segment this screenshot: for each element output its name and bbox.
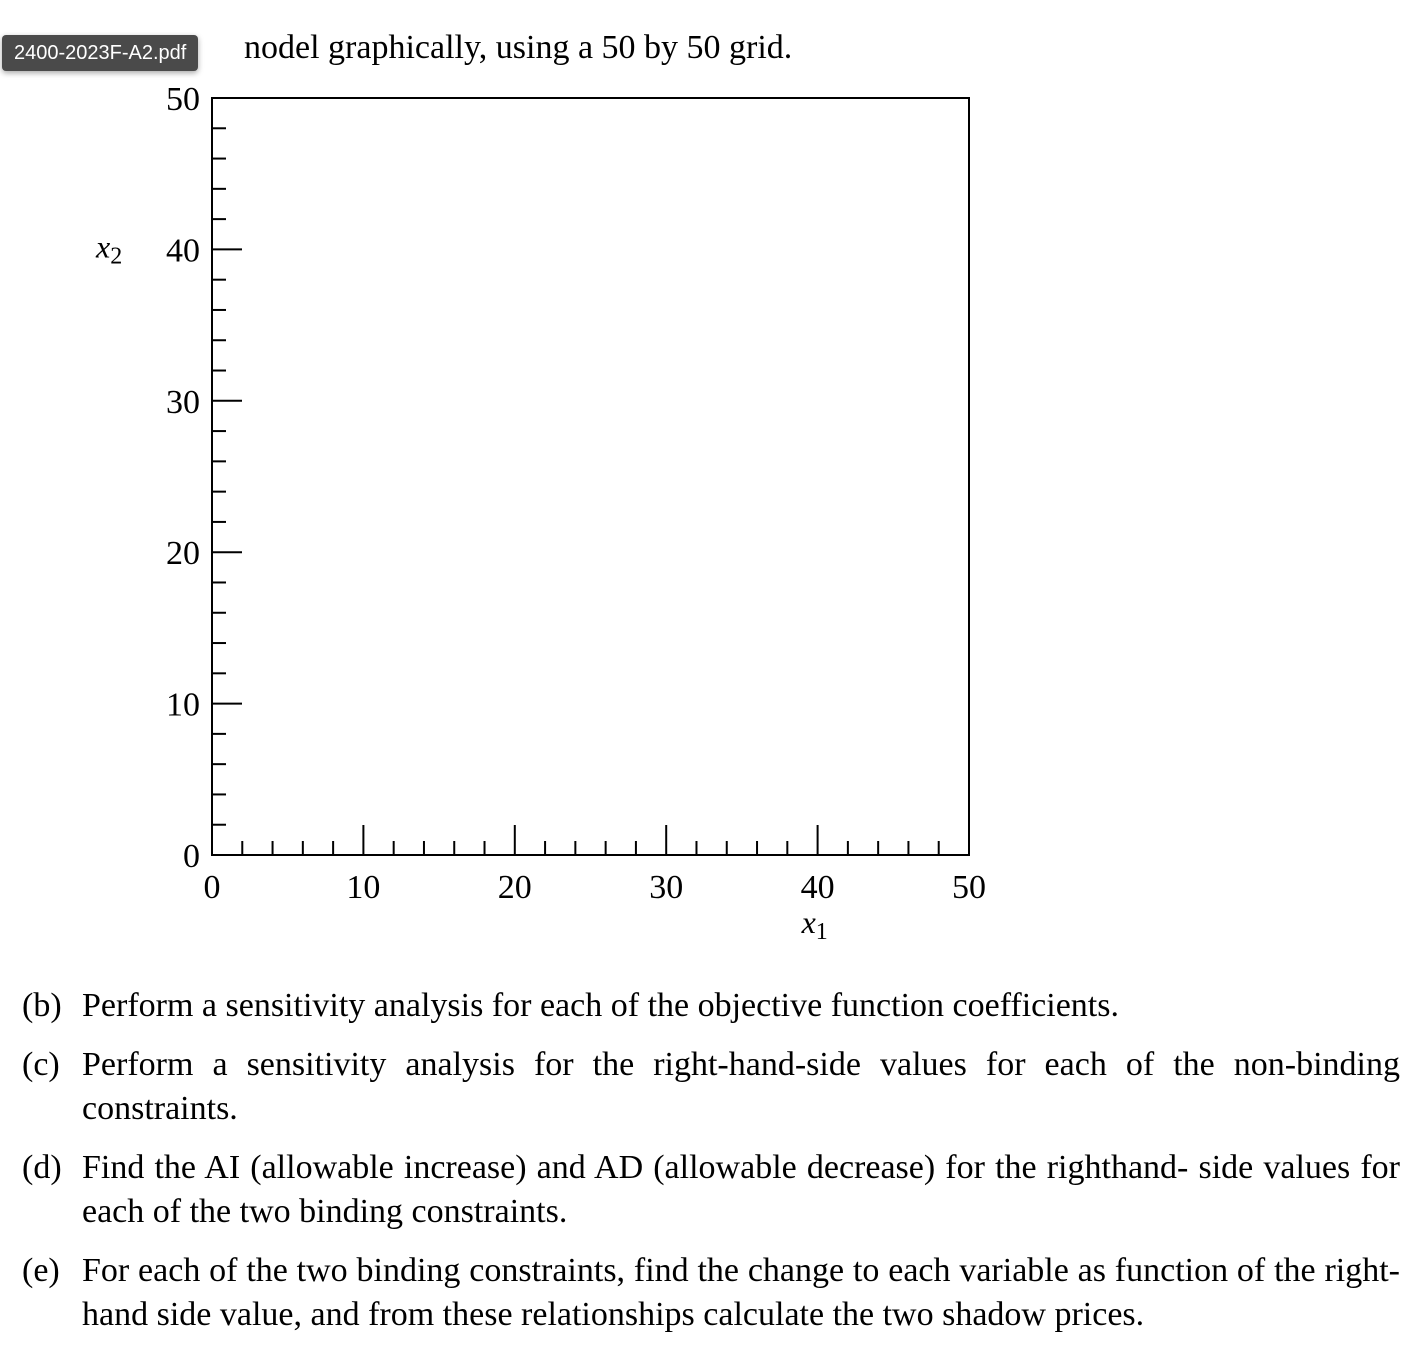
x-tick-label: 50 [952,869,986,906]
question-d [22,1146,1400,1234]
question-e [22,1249,1400,1337]
question-list [22,984,1400,1352]
question-b-text: Perform a sensitivity analysis for each of the objective function coefficients. [82,987,1119,1024]
tick-labels [166,81,986,906]
question-e-text: For each of the two binding constraints, find the change to each variable as function of the right-hand side value, and from these relationships calculate the two shadow prices. [82,1252,1400,1333]
y-tick-label: 50 [166,81,200,118]
tick-marks [212,128,939,855]
y-axis-label: x2 [96,228,123,270]
question-a-heading: nodel graphically, using a 50 by 50 grid. [244,29,793,66]
x-tick-label: 20 [497,869,532,906]
x-tick-label: 30 [649,869,684,906]
plot-frame [212,98,969,855]
x-tick-label: 40 [800,869,835,906]
question-c-text: Perform a sensitivity analysis for the right-hand-side values for each of the non-binding constraints. [82,1046,1400,1127]
question-c-marker: (c) [22,1046,60,1083]
question-c [22,1043,1400,1131]
x-tick-label: 10 [346,869,381,906]
y-tick-label: 30 [166,383,200,421]
y-tick-label: 0 [183,838,200,875]
question-b [22,984,1400,1028]
y-tick-label: 40 [166,232,200,270]
y-tick-label: 10 [166,686,200,724]
pdf-filename-tab[interactable]: 2400-2023F-A2.pdf [2,35,198,71]
y-tick-label: 20 [166,535,200,573]
x-tick-label: 0 [203,869,221,906]
question-d-text: Find the AI (allowable increase) and AD (allowable decrease) for the righthand- side values for each of the two binding constraints. [82,1149,1400,1230]
x-axis-label: x1 [801,904,828,945]
question-b-marker: (b) [22,987,62,1024]
question-d-marker: (d) [22,1149,62,1186]
question-e-marker: (e) [22,1252,60,1289]
